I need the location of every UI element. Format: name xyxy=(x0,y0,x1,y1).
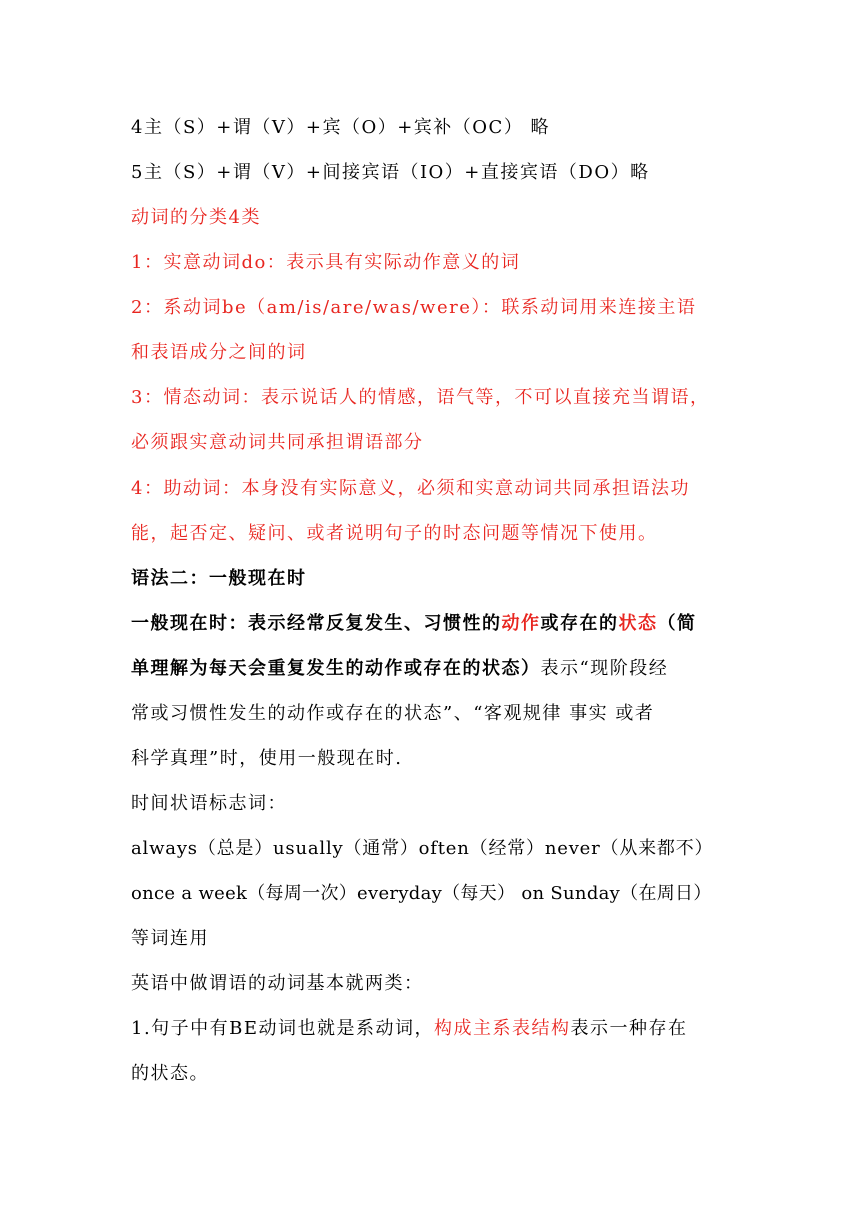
verb-type-3-line-1: 3：情态动词：表示说话人的情感，语气等，不可以直接充当谓语， xyxy=(131,387,710,408)
be-verb-text: 1.句子中有BE动词也就是系动词， xyxy=(131,1018,435,1039)
highlight-state: 状态 xyxy=(618,613,658,634)
definition-line-4: 科学真理”时，使用一般现在时. xyxy=(131,748,403,769)
highlight-action: 动作 xyxy=(501,613,541,634)
sentence-pattern-5: 5主（S）+谓（V）+间接宾语（IO）+直接宾语（DO）略 xyxy=(131,162,650,183)
be-verb-line-1 xyxy=(131,1017,731,1041)
be-verb-text-end: 表示一种存在 xyxy=(570,1018,688,1039)
grammar-section-title: 语法二：一般现在时 xyxy=(131,568,307,589)
definition-bold-part: 单理解为每天会重复发生的动作或存在的状态） xyxy=(131,658,541,679)
definition-line-1 xyxy=(131,612,731,636)
verb-type-3-line-2: 必须跟实意动词共同承担谓语部分 xyxy=(131,432,424,453)
verb-type-2-line-1: 2：系动词be（am/is/are/was/were）：联系动词用来连接主语 xyxy=(131,297,697,318)
time-adverbial-list-3: 等词连用 xyxy=(131,928,209,949)
definition-text-mid: 或存在的 xyxy=(540,613,619,634)
time-adverbial-list-1: always（总是）usually（通常）often（经常）never（从来都不） xyxy=(131,838,714,859)
definition-normal-part: 表示“现阶段经 xyxy=(540,658,669,679)
time-adverbial-heading: 时间状语标志词： xyxy=(131,793,287,814)
definition-line-2 xyxy=(131,657,731,681)
be-verb-line-2: 的状态。 xyxy=(131,1063,209,1084)
verb-types-intro: 英语中做谓语的动词基本就两类： xyxy=(131,973,424,994)
time-adverbial-list-2: once a week（每周一次）everyday（每天） on Sunday（在周日） xyxy=(131,883,712,904)
highlight-structure: 构成主系表结构 xyxy=(434,1018,571,1039)
definition-line-3: 常或习惯性发生的动作或存在的状态”、“客观规律 事实 或者 xyxy=(131,703,655,724)
verb-type-2-line-2: 和表语成分之间的词 xyxy=(131,342,307,363)
definition-text: 一般现在时：表示经常反复发生、习惯性的 xyxy=(131,613,502,634)
verb-classification-heading: 动词的分类4类 xyxy=(131,207,261,228)
verb-type-4-line-2: 能，起否定、疑问、或者说明句子的时态问题等情况下使用。 xyxy=(131,523,658,544)
sentence-pattern-4: 4主（S）+谓（V）+宾（O）+宾补（OC） 略 xyxy=(131,117,551,138)
verb-type-4-line-1: 4：助动词：本身没有实际意义，必须和实意动词共同承担语法功 xyxy=(131,478,690,499)
verb-type-1: 1：实意动词do：表示具有实际动作意义的词 xyxy=(131,252,521,273)
definition-text-end: （简 xyxy=(657,613,697,634)
